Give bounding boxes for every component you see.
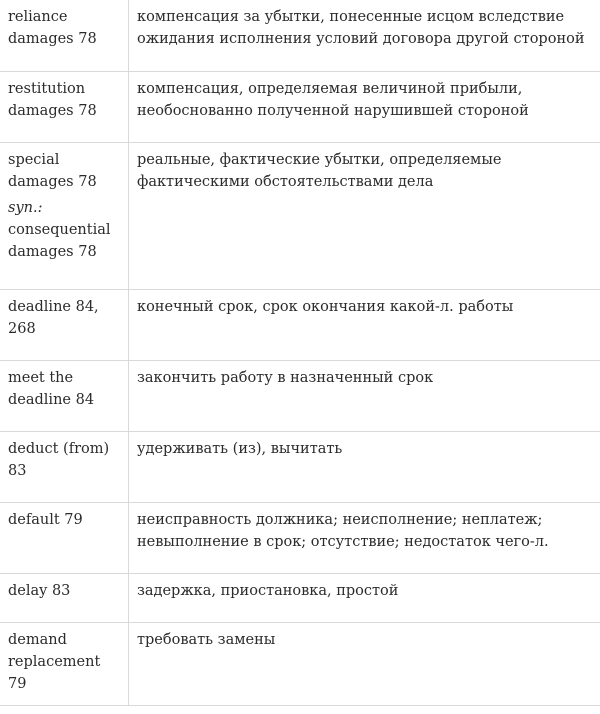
definition-cell xyxy=(129,289,600,360)
term-cell xyxy=(0,573,129,622)
glossary-row xyxy=(0,573,600,622)
glossary-row xyxy=(0,0,600,71)
term-text: deadline 84, 268 xyxy=(8,298,99,337)
glossary-row xyxy=(0,360,600,431)
definition-cell xyxy=(129,431,600,502)
definition-text: требовать замены xyxy=(137,631,276,648)
synonym-label: syn.: xyxy=(8,199,43,216)
glossary-row xyxy=(0,622,600,705)
definition-text: неисправность должника; неисполнение; неплатеж; невыполнение в срок; отсутствие; недостаток чего-л. xyxy=(137,511,549,550)
definition-text: компенсация за убытки, понесенные исцом вследствие ожидания исполнения условий договора другой стороной xyxy=(137,9,585,47)
glossary-row xyxy=(0,142,600,289)
definition-cell xyxy=(129,573,600,622)
term-text: restitution damages 78 xyxy=(8,80,97,119)
synonym-block xyxy=(8,197,122,263)
definition-cell xyxy=(129,622,600,705)
term-cell xyxy=(0,0,129,71)
glossary-row xyxy=(0,502,600,573)
term-cell xyxy=(0,71,129,142)
definition-text: удерживать (из), вычитать xyxy=(137,440,343,457)
definition-cell xyxy=(129,142,600,289)
definition-cell xyxy=(129,360,600,431)
term-cell xyxy=(0,360,129,431)
definition-text: закончить работу в назначенный срок xyxy=(137,369,434,386)
definition-cell xyxy=(129,71,600,142)
definition-cell xyxy=(129,502,600,573)
term-text: meet the deadline 84 xyxy=(8,369,95,408)
term-text: default 79 xyxy=(8,511,83,528)
term-cell xyxy=(0,289,129,360)
glossary-row xyxy=(0,71,600,142)
term-cell xyxy=(0,622,129,705)
definition-text: конечный срок, срок окончания какой-л. работы xyxy=(137,298,514,315)
glossary-row xyxy=(0,431,600,502)
term-text: reliance damages 78 xyxy=(8,9,97,47)
definition-cell xyxy=(129,0,600,71)
definition-text: реальные, фактические убытки, определяемые фактическими обстоятельствами дела xyxy=(137,151,502,190)
glossary-row xyxy=(0,289,600,360)
term-cell xyxy=(0,142,129,289)
term-text: deduct (from) 83 xyxy=(8,440,110,479)
term-text: demand replacement 79 xyxy=(8,631,101,692)
definition-text: задержка, приостановка, простой xyxy=(137,582,399,599)
definition-text: компенсация, определяемая величиной прибыли, необоснованно полученной нарушившей стороной xyxy=(137,80,529,119)
synonym-term: consequential damages 78 xyxy=(8,221,111,260)
term-text: delay 83 xyxy=(8,582,71,599)
term-cell xyxy=(0,431,129,502)
term-text: special damages 78 xyxy=(8,151,97,190)
term-cell xyxy=(0,502,129,573)
